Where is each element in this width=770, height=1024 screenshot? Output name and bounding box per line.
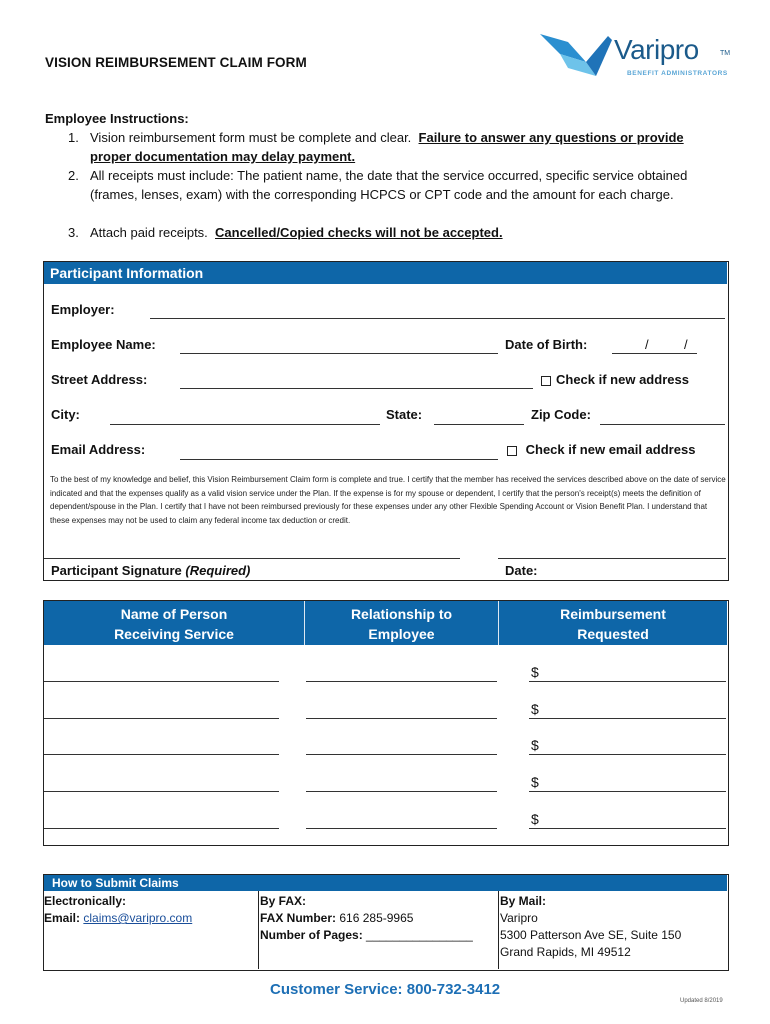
logo-subtitle: BENEFIT ADMINISTRATORS: [627, 70, 728, 77]
submit-email-link[interactable]: claims@varipro.com: [83, 911, 193, 925]
new-address-label: Check if new address: [556, 372, 689, 387]
dob-separator: /: [645, 337, 649, 352]
city-label: City:: [51, 407, 80, 422]
fax-number-label: FAX Number:: [260, 911, 337, 925]
claim-relationship-field[interactable]: [306, 791, 497, 792]
submit-header: How to Submit Claims: [44, 875, 727, 891]
street-field[interactable]: [180, 388, 533, 389]
state-field[interactable]: [434, 424, 524, 425]
employee-name-field[interactable]: [180, 353, 498, 354]
signature-date-label: Date:: [505, 563, 538, 578]
fax-heading: By FAX:: [260, 894, 307, 908]
city-field[interactable]: [110, 424, 380, 425]
mail-line: Varipro: [500, 911, 538, 925]
claim-amount-field[interactable]: [529, 718, 726, 719]
claim-relationship-field[interactable]: [306, 718, 497, 719]
instruction-item-1: [68, 128, 728, 166]
new-email-checkbox-row: [507, 442, 695, 457]
column-header-name: [44, 604, 304, 644]
instruction-number: 2.: [68, 168, 79, 183]
claim-relationship-field[interactable]: [306, 828, 497, 829]
claim-amount-field[interactable]: [529, 791, 726, 792]
employee-name-label: Employee Name:: [51, 337, 156, 352]
zip-field[interactable]: [600, 424, 725, 425]
instruction-emphasis: Failure to answer any questions or provide proper documentation may delay payment.: [90, 130, 684, 164]
instruction-text: All receipts must include: The patient name, the date that the service occurred, specific service obtained (frames, lenses, exam) with the corresponding HCPCS or CPT code and the amount for each charge.: [90, 168, 688, 202]
pages-field[interactable]: ________________: [366, 928, 473, 942]
state-label: State:: [386, 407, 423, 422]
signature-date-field[interactable]: [498, 558, 726, 559]
instruction-number: 3.: [68, 225, 79, 240]
column-header-line: Receiving Service: [114, 626, 234, 642]
instructions-heading: Employee Instructions:: [45, 111, 189, 126]
fax-number: 616 285-9965: [339, 911, 414, 925]
electronic-label: Electronically:: [44, 894, 127, 908]
claim-name-field[interactable]: [44, 828, 279, 829]
employer-field[interactable]: [150, 318, 725, 319]
currency-symbol: $: [531, 701, 539, 717]
dob-separator: /: [684, 337, 688, 352]
mail-heading: By Mail:: [500, 894, 547, 908]
signature-field[interactable]: [44, 558, 460, 559]
new-email-checkbox[interactable]: [507, 446, 517, 456]
column-header-line: Requested: [577, 626, 649, 642]
form-title: VISION REIMBURSEMENT CLAIM FORM: [45, 55, 307, 70]
signature-label: Participant Signature: [51, 563, 186, 578]
dob-label: Date of Birth:: [505, 337, 588, 352]
claim-relationship-field[interactable]: [306, 754, 497, 755]
dob-field[interactable]: [612, 353, 697, 354]
pages-label: Number of Pages:: [260, 928, 363, 942]
claim-amount-field[interactable]: [529, 828, 726, 829]
currency-symbol: $: [531, 774, 539, 790]
signature-required: (Required): [185, 563, 251, 578]
zip-label: Zip Code:: [531, 407, 591, 422]
email-field[interactable]: [180, 459, 498, 460]
column-header-line: Name of Person: [120, 606, 228, 622]
claim-name-field[interactable]: [44, 681, 279, 682]
currency-symbol: $: [531, 664, 539, 680]
column-header-reimbursement: [499, 604, 727, 644]
logo-trademark: TM: [720, 50, 731, 57]
instruction-item-2: [68, 166, 728, 204]
email-submit-label: Email:: [44, 911, 81, 925]
claim-amount-field[interactable]: [529, 754, 726, 755]
column-header-line: Relationship to: [350, 606, 453, 622]
signature-label-row: [51, 563, 250, 578]
email-label: Email Address:: [51, 442, 146, 457]
column-header-relationship: [305, 604, 498, 644]
submit-divider: [258, 891, 259, 969]
updated-date: Updated 8/2019: [680, 998, 723, 1004]
column-header-line: Reimbursement: [560, 606, 666, 622]
instruction-text: Attach paid receipts.: [90, 225, 208, 240]
claim-amount-field[interactable]: [529, 681, 726, 682]
new-email-label: Check if new email address: [525, 442, 696, 457]
instruction-number: 1.: [68, 130, 79, 145]
mail-column: [500, 893, 681, 961]
instruction-text: Vision reimbursement form must be complete and clear.: [90, 130, 412, 145]
instruction-item-3: [68, 223, 728, 242]
employer-label: Employer:: [51, 302, 115, 317]
mail-line: Grand Rapids, MI 49512: [500, 945, 631, 959]
certification-text: To the best of my knowledge and belief, this Vision Reimbursement Claim form is complete and true. I certify that the member has received the services described above on the date of service indicated and that the expenses qualify as a valid vision service under the Plan. If the expense is for my spouse or dependent, I certify that the person's receipt(s) meets the definition of dependent/spouse in the Plan. I certify that I have not been reimbursed previously for these expenses under any other Flexible Spending Account or Vision Benefit Plan. I understand that these expenses may not be used to claim any federal income tax deduction or credit.: [50, 475, 726, 525]
claim-relationship-field[interactable]: [306, 681, 497, 682]
participant-header: Participant Information: [44, 262, 727, 284]
fax-column: [260, 893, 473, 944]
claim-name-field[interactable]: [44, 754, 279, 755]
submit-divider: [498, 891, 499, 969]
claim-name-field[interactable]: [44, 718, 279, 719]
logo-name: Varipro: [614, 34, 699, 65]
currency-symbol: $: [531, 811, 539, 827]
claim-name-field[interactable]: [44, 791, 279, 792]
electronic-column: [44, 893, 192, 927]
new-address-checkbox-row: [541, 372, 689, 387]
column-header-line: Employee: [368, 626, 435, 642]
currency-symbol: $: [531, 737, 539, 753]
street-label: Street Address:: [51, 372, 148, 387]
new-address-checkbox[interactable]: [541, 376, 551, 386]
instruction-emphasis: Cancelled/Copied checks will not be accepted.: [215, 225, 503, 240]
customer-service: Customer Service: 800-732-3412: [270, 981, 501, 998]
mail-line: 5300 Patterson Ave SE, Suite 150: [500, 928, 682, 942]
